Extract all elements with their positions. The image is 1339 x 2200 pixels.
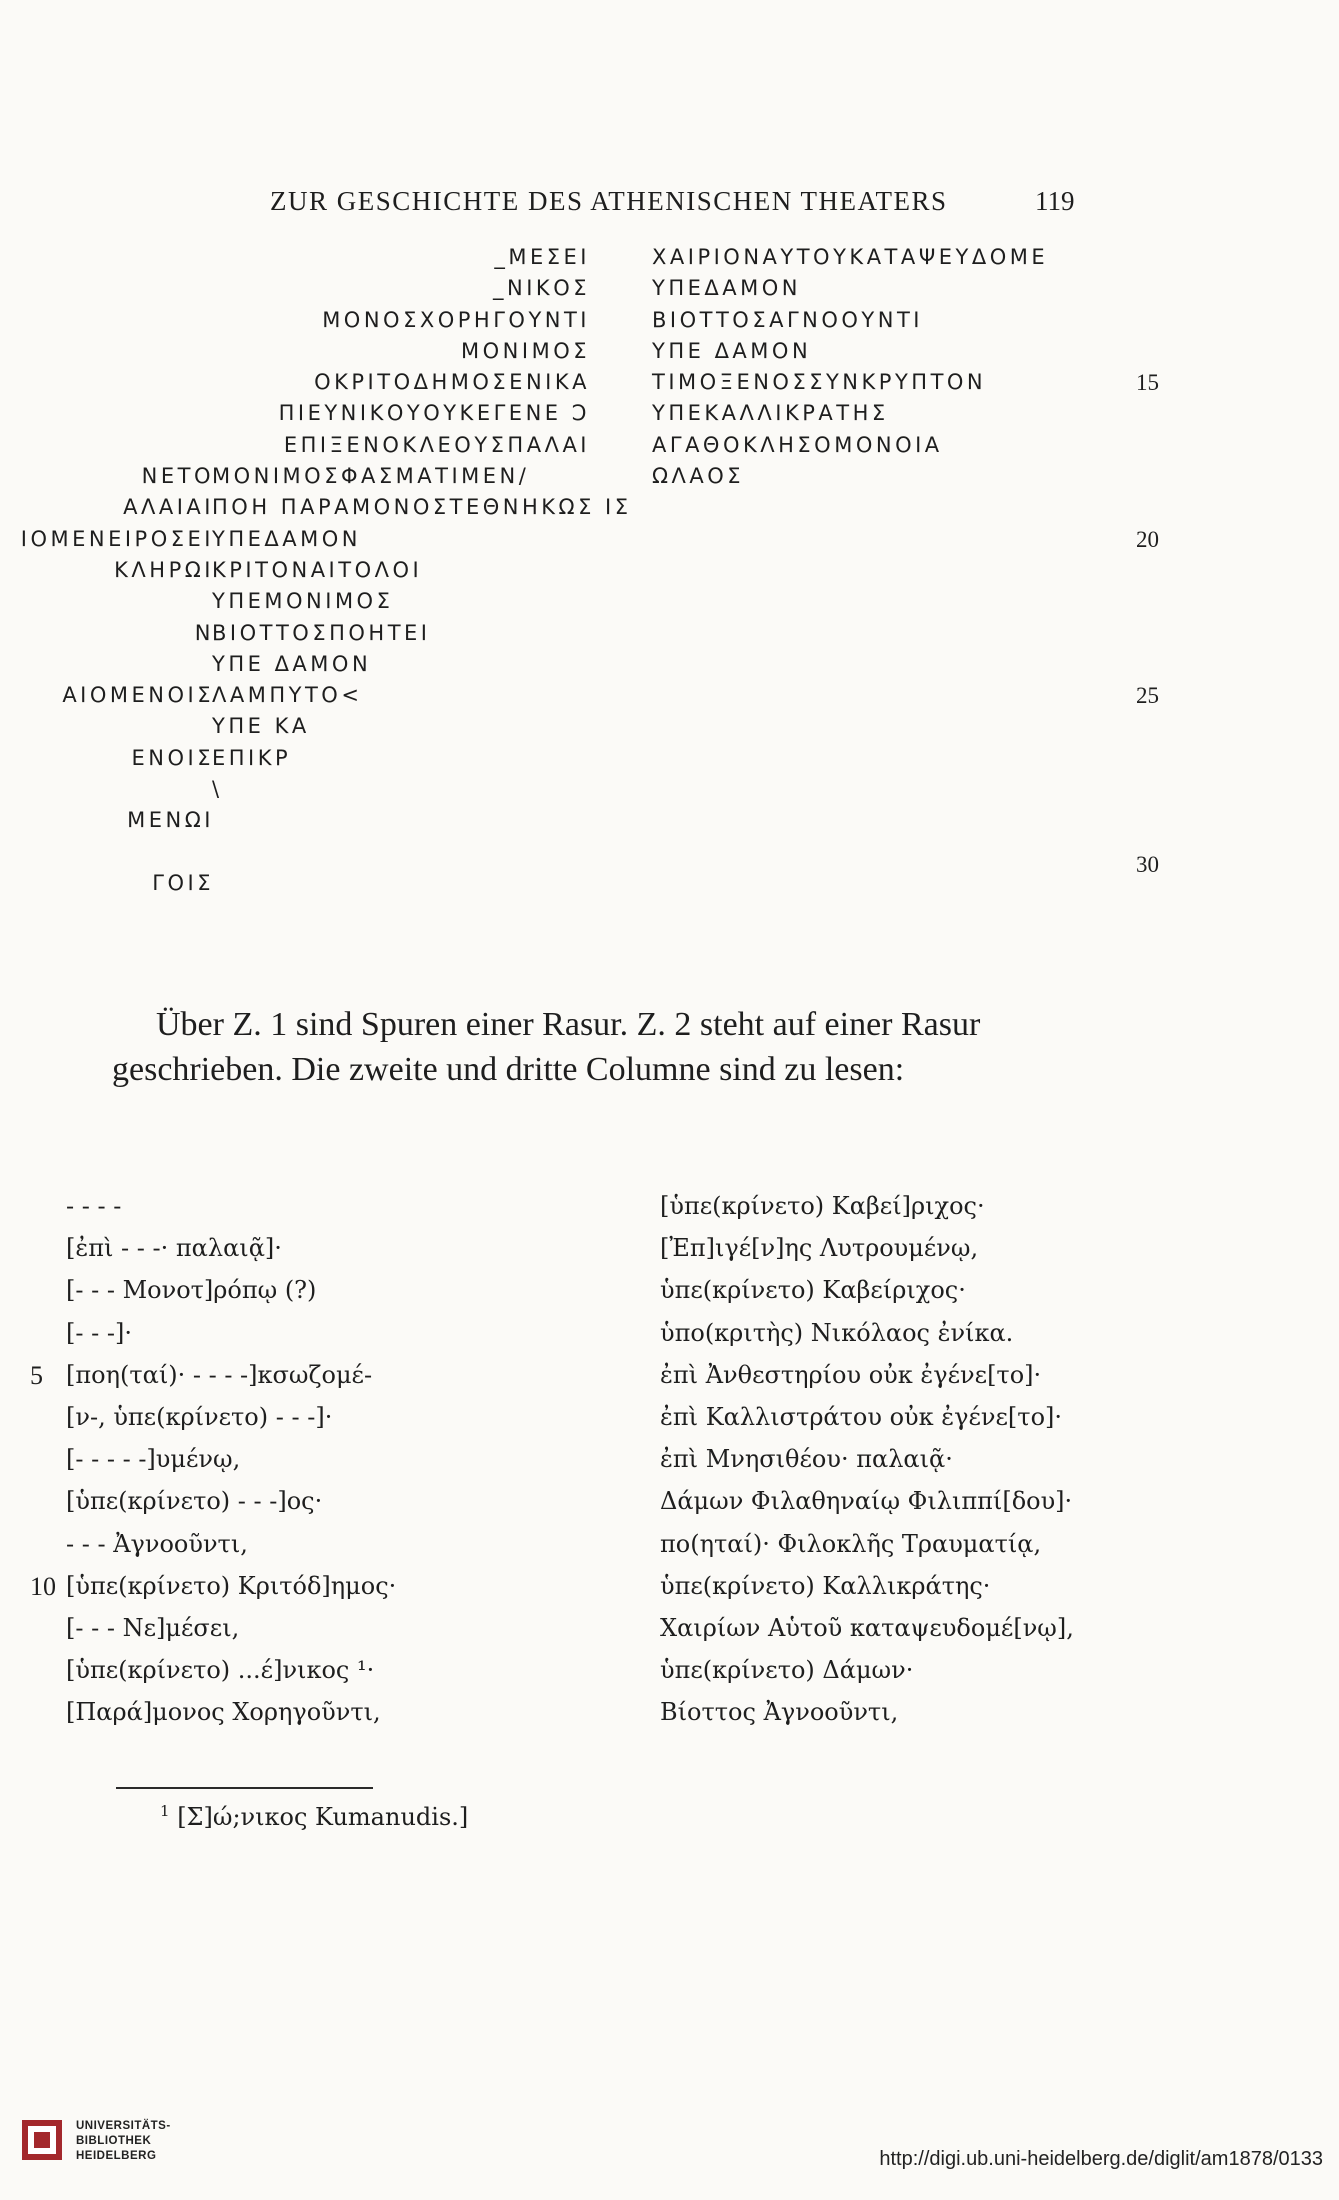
inscription-col-3: ΥΠΕ ΔΑΜΟΝ	[652, 338, 812, 363]
transcription-right-col: [ὑπε(κρίνετο) Καβεί]ριχος·	[660, 1192, 985, 1220]
transcription-left-col: [- - - Νε]μέσει,	[66, 1613, 240, 1642]
transcription-left-col: [ὑπε(κρίνετο) ...έ]νικος ¹·	[66, 1656, 375, 1685]
inscription-line	[0, 401, 1339, 432]
transcription-left-col: [ὑπε(κρίνετο) Κριτόδ]ημος·	[66, 1571, 397, 1600]
inscription-col-1: ΜΕΝΩΙ	[127, 808, 214, 833]
transcription-line	[0, 1319, 1339, 1361]
transcription-line-number: 5	[30, 1360, 43, 1390]
inscription-line	[0, 777, 1339, 808]
commentary-paragraph	[112, 1002, 1082, 1092]
margin-line-number: 30	[1136, 851, 1159, 877]
inscription-line	[0, 871, 1339, 902]
library-name-line3: HEIDELBERG	[76, 2150, 157, 2162]
inscription-col-1: ΓΟΙΣ	[152, 870, 214, 895]
inscription-line	[0, 621, 1339, 652]
inscription-line	[0, 464, 1339, 495]
commentary-text: Über Z. 1 sind Spuren einer Rasur. Z. 2 steht auf einer Rasur geschrieben. Die zweite und dritte Columne sind zu lesen:	[112, 1006, 981, 1088]
inscription-line	[0, 652, 1339, 683]
inscription-line	[0, 683, 1339, 714]
inscription-line	[0, 339, 1339, 370]
transcription-line	[0, 1403, 1339, 1445]
margin-line-number: 15	[1136, 370, 1159, 396]
inscription-col-2: ΠΙΕΥΝΙΚΟΥΟΥΚΕΓΕΝΕ Ͻ	[278, 401, 590, 426]
margin-line-number: 25	[1136, 683, 1159, 709]
transcription-left-col: [ἐπὶ - - -· παλαιᾷ]·	[66, 1234, 282, 1263]
inscription-line	[0, 746, 1339, 777]
library-logo	[18, 2114, 188, 2170]
transcription-left-col: - - - Ἀγνοοῦντι,	[66, 1529, 248, 1558]
transcription-left-col: [- - - - -]υμένῳ,	[66, 1445, 241, 1474]
inscription-col-3: ΩΛΑΟΣ	[652, 464, 745, 489]
transcription-line	[0, 1234, 1339, 1276]
inscription-col-2: ΛΑΜΠΥΤΟ<	[212, 683, 363, 708]
inscription-col-3: ΑΓΑΘΟΚΛΗΣΟΜΟΝΟΙΑ	[652, 432, 943, 457]
inscription-col-2: ΥΠΕ ΔΑΜΟΝ	[212, 651, 372, 676]
inscription-line	[0, 808, 1339, 839]
transcription-left-col: [- - -]·	[66, 1318, 132, 1347]
university-seal-icon	[18, 2116, 66, 2164]
inscription-col-2: _ΝΙΚΟΣ	[493, 276, 590, 301]
library-name-line1: UNIVERSITÄTS-	[76, 2120, 171, 2132]
inscription-col-2: ΒΙΟΤΤΟΣΠΟΗΤΕΙ	[212, 620, 431, 645]
transcription-line	[0, 1656, 1339, 1698]
inscription-col-1: ΑΙΟΜΕΝΟΙΣ	[62, 683, 214, 708]
inscription-col-1: ΑΛΑΙΑΙ	[123, 495, 214, 520]
transcription-right-col: ἐπὶ Καλλιστράτου οὐκ ἐγένε[το]·	[660, 1402, 1063, 1431]
transcription-right-col: Χαιρίων Αὑτοῦ καταψευδομέ[νῳ],	[660, 1613, 1074, 1642]
source-url-link[interactable]: http://digi.ub.uni-heidelberg.de/diglit/am1878/0133	[879, 2148, 1323, 2170]
inscription-col-2: ΕΠΙΞΕΝΟΚΛΕΟΥΣΠΑΛΑΙ	[283, 432, 590, 457]
inscription-col-1: ΝΕΤΟ	[141, 464, 214, 489]
transcription-right-col: [Ἐπ]ιγέ[ν]ης Λυτρουμένῳ,	[660, 1234, 979, 1263]
inscription-transcript	[0, 245, 1339, 902]
inscription-col-1: ΚΛΗΡΩΙ	[114, 557, 214, 582]
inscription-line	[0, 589, 1339, 620]
transcription-left-col: - - - -	[66, 1192, 122, 1220]
inscription-col-3: ΥΠΕΔΑΜΟΝ	[652, 276, 801, 301]
inscription-line	[0, 276, 1339, 307]
transcription-line	[0, 1361, 1339, 1403]
inscription-col-2: \	[212, 777, 223, 802]
inscription-line	[0, 433, 1339, 464]
inscription-line	[0, 840, 1339, 877]
transcription-left-col: [Παρά]μονος Χορηγοῦντι,	[66, 1698, 381, 1727]
transcription-left-col: [- - - Μονοτ]ρόπῳ (?)	[66, 1276, 317, 1305]
inscription-line	[0, 245, 1339, 276]
inscription-col-3: ΥΠΕΚΑΛΛΙΚΡΑΤΗΣ	[652, 401, 889, 426]
footnote-rule	[116, 1787, 373, 1789]
inscription-line	[0, 370, 1339, 401]
inscription-col-2: _ΜΕΣΕΙ	[494, 245, 590, 269]
transcription-line	[0, 1192, 1339, 1234]
inscription-col-3: ΧΑΙΡΙΟΝΑΥΤΟΥΚΑΤΑΨΕΥΔΟΜΕ	[652, 245, 1049, 269]
inscription-col-2: ΜΟΝΙΜΟΣ	[461, 338, 590, 363]
transcription-line	[0, 1530, 1339, 1572]
transcription-right-col: ἐπὶ Ἀνθεστηρίου οὐκ ἐγένε[το]·	[660, 1360, 1042, 1389]
inscription-line	[0, 558, 1339, 589]
transcription-line	[0, 1276, 1339, 1318]
transcription-line	[0, 1487, 1339, 1529]
transcription-right-col: πο(ηταί)· Φιλοκλῆς Τραυματίᾳ,	[660, 1529, 1042, 1558]
transcription-left-col: [ποη(ταί)· - - - -]κσωζομέ-	[66, 1360, 373, 1389]
running-title: ZUR GESCHICHTE DES ATHENISCHEN THEATERS	[270, 186, 948, 216]
transcription-right-col: Δάμων Φιλαθηναίῳ Φιλιππί[δου]·	[660, 1487, 1073, 1516]
inscription-col-2: ΜΟΝΙΜΟΣΦΑΣΜΑΤΙΜΕΝ/	[212, 464, 530, 489]
transcription-right-col: ὑπε(κρίνετο) Καβείριχος·	[660, 1276, 966, 1305]
inscription-col-2: ΕΠΙΚΡ	[212, 745, 292, 770]
transcription-right-col: ὑπε(κρίνετο) Καλλικράτης·	[660, 1571, 991, 1600]
margin-line-number: 20	[1136, 526, 1159, 552]
transcription-left-col: [ὑπε(κρίνετο) - - -]ος·	[66, 1487, 323, 1516]
page-number: 119	[1035, 186, 1075, 216]
inscription-line	[0, 308, 1339, 339]
running-header	[0, 178, 1339, 224]
library-name-line2: BIBLIOTHEK	[76, 2135, 152, 2147]
inscription-col-2: ΠΟΗ ΠΑΡΑΜΟΝΟΣΤΕΘΝΗΚΩΣ ΙΣ	[212, 495, 632, 520]
transcription-right-col: Βίοττος Ἀγνοοῦντι,	[660, 1698, 899, 1727]
transcription-line	[0, 1572, 1339, 1614]
inscription-col-2: ΜΟΝΟΣΧΟΡΗΓΟΥΝΤΙ	[322, 307, 590, 332]
transcription-line-number: 10	[30, 1571, 56, 1601]
inscription-col-1: Ν	[194, 620, 214, 645]
transcription-line	[0, 1445, 1339, 1487]
footnote-text: [Σ]ώ;νικος Kumanudis.]	[177, 1803, 469, 1831]
greek-transcription	[0, 1192, 1339, 1740]
transcription-line	[0, 1698, 1339, 1740]
footnote	[160, 1802, 468, 1831]
inscription-line	[0, 714, 1339, 745]
transcription-left-col: [ν-, ὑπε(κρίνετο) - - -]·	[66, 1402, 333, 1431]
inscription-col-3: ΤΙΜΟΞΕΝΟΣΣΥΝΚΡΥΠΤΟΝ	[652, 370, 987, 395]
inscription-line	[0, 527, 1339, 558]
inscription-col-1: ΙΟΜΕΝΕΙΡΟΣΕΙ	[20, 526, 214, 551]
footnote-mark: 1	[160, 1802, 170, 1820]
inscription-col-2: ΥΠΕΜΟΝΙΜΟΣ	[212, 589, 394, 614]
transcription-right-col: ὑπε(κρίνετο) Δάμων·	[660, 1656, 914, 1685]
inscription-col-2: ΥΠΕΔΑΜΟΝ	[212, 526, 361, 551]
inscription-col-2: ΟΚΡΙΤΟΔΗΜΟΣΕΝΙΚΑ	[314, 370, 590, 395]
transcription-line	[0, 1614, 1339, 1656]
transcription-right-col: ὑπο(κριτὴς) Νικόλαος ἐνίκα.	[660, 1318, 1014, 1347]
inscription-col-1: ΕΝΟΙΣ	[131, 745, 214, 770]
inscription-col-2: ΚΡΙΤΟΝΑΙΤΟΛΟΙ	[212, 557, 423, 582]
transcription-right-col: ἐπὶ Μνησιθέου· παλαιᾷ·	[660, 1445, 953, 1474]
inscription-line	[0, 495, 1339, 526]
inscription-col-2: ΥΠΕ ΚΑ	[212, 714, 310, 739]
inscription-col-3: ΒΙΟΤΤΟΣΑΓΝΟΟΥΝΤΙ	[652, 307, 923, 332]
